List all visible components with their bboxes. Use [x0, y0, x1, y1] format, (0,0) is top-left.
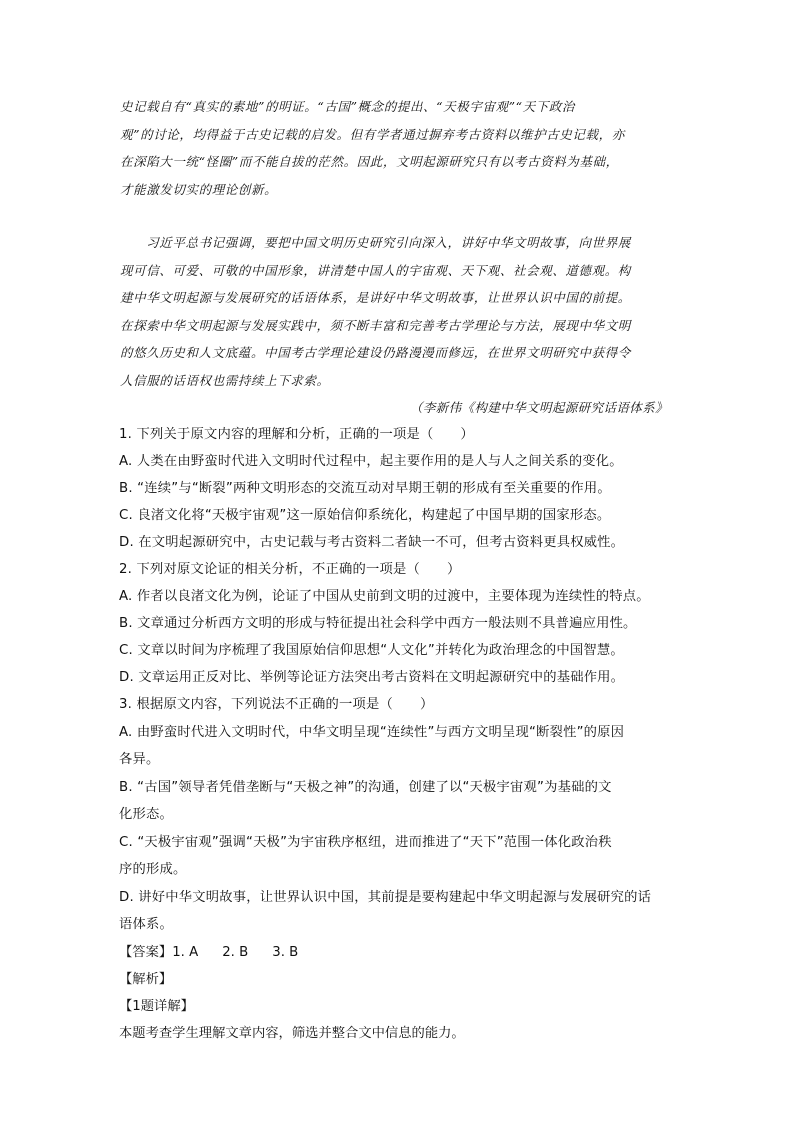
- question-option: D. 在文明起源研究中，古史记载与考古资料二者缺一不可，但考古资料更具权威性。: [119, 535, 625, 550]
- question-option: A. 人类在由野蛮时代进入文明时代过程中，起主要作用的是人与人之间关系的变化。: [119, 454, 623, 469]
- question-option: B. “古国”领导者凭借垄断与“天极之神”的沟通，创建了以“天极宇宙观”为基础的文: [119, 780, 612, 795]
- question-option: B. “连续”与“断裂”两种文明形态的交流互动对早期王朝的形成有至关重要的作用。: [119, 481, 611, 496]
- analysis-label: 【解析】: [119, 972, 173, 987]
- question-option: A. 由野蛮时代进入文明时代，中华文明呈现“连续性”与西方文明呈现“断裂性”的原因: [119, 725, 625, 740]
- passage-line: 观”的讨论，均得益于古史记载的启发。但有学者通过摒弃考古资料以维护古史记载，亦: [120, 127, 625, 142]
- passage-line: 的悠久历史和人文底蕴。中国考古学理论建设仍路漫漫而修远，在世界文明研究中获得令: [120, 345, 631, 360]
- answer-item: 3. B: [272, 945, 299, 960]
- question-option-cont: 序的形成。: [119, 862, 187, 877]
- passage-line: 建中华文明起源与发展研究的话语体系，是讲好中华文明故事，让世界认识中国的前提。: [120, 290, 631, 305]
- question-option-cont: 化形态。: [119, 807, 173, 822]
- answer-label: 【答案】: [119, 945, 173, 960]
- passage-line: 史记载自有“真实的素地”的明证。“古国”概念的提出、“天极宇宙观”“天下政治: [120, 99, 576, 114]
- passage-line: 习近平总书记强调，要把中国文明历史研究引向深入，讲好中华文明故事，向世界展: [120, 235, 631, 250]
- question-option: C. 文章以时间为序梳理了我国原始信仰思想“人文化”并转化为政治理念的中国智慧。: [119, 643, 624, 658]
- passage-line: 在深陷大一统“怪圈”而不能自拔的茫然。因此，文明起源研究只有以考古资料为基础，: [120, 154, 619, 169]
- question-stem: 3. 根据原文内容，下列说法不正确的一项是（ ）: [119, 697, 434, 712]
- answer-item: 1. A: [172, 945, 199, 960]
- question-option-cont: 各异。: [119, 752, 160, 767]
- answer-item: 2. B: [222, 945, 249, 960]
- question-option: A. 作者以良渚文化为例，论证了中国从史前到文明的过渡中，主要体现为连续性的特点。: [119, 589, 650, 604]
- question-stem: 1. 下列关于原文内容的理解和分析，正确的一项是（ ）: [119, 427, 474, 442]
- passage-line: 人信服的话语权也需持续上下求索。: [120, 373, 330, 388]
- passage-line: 现可信、可爱、可敬的中国形象，讲清楚中国人的宇宙观、天下观、社会观、道德观。构: [120, 263, 631, 278]
- passage-line: 才能激发切实的理论创新。: [120, 182, 278, 197]
- question-option: D. 文章运用正反对比、举例等论证方法突出考古资料在文明起源研究中的基础作用。: [119, 670, 625, 685]
- question-option: C. “天极宇宙观”强调“天极”为宇宙秩序枢纽，进而推进了“天下”范围一体化政治秩: [119, 835, 612, 850]
- question-option: B. 文章通过分析西方文明的形成与特征提出社会科学中西方一般法则不具普遍应用性。: [119, 616, 637, 631]
- passage-line: 在探索中华文明起源与发展实践中，须不断丰富和完善考古学理论与方法，展现中华文明: [120, 318, 631, 333]
- question-option-cont: 语体系。: [119, 917, 173, 932]
- question-option: C. 良渚文化将“天极宇宙观”这一原始信仰系统化，构建起了中国早期的国家形态。: [119, 508, 611, 523]
- analysis-text: 本题考查学生理解文章内容，筛选并整合文中信息的能力。: [119, 1026, 465, 1041]
- analysis-sub-label: 【1题详解】: [119, 999, 194, 1014]
- question-stem: 2. 下列对原文论证的相关分析，不正确的一项是（ ）: [119, 562, 461, 577]
- answer-line: [119, 941, 322, 960]
- question-option: D. 讲好中华文明故事，让世界认识中国，其前提是要构建起中华文明起源与发展研究的话: [119, 890, 652, 905]
- passage-source: （李新伟《构建中华文明起源研究话语体系》: [409, 400, 668, 415]
